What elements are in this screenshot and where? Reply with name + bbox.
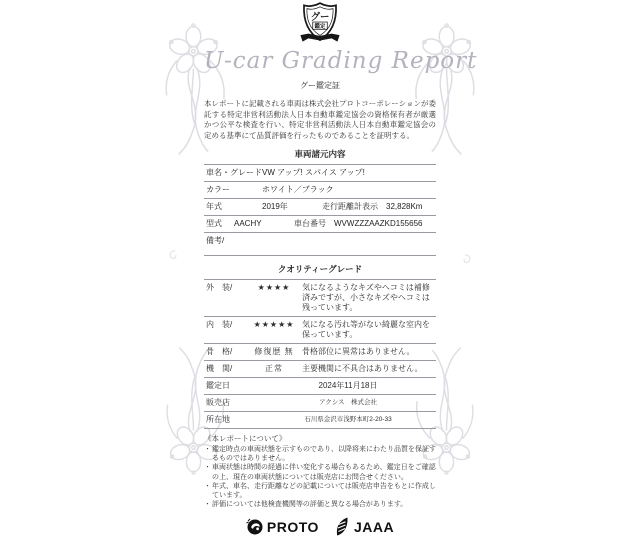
- frame-rating: 修復歴 無: [254, 347, 294, 356]
- table-row-inspection-date: [204, 377, 436, 394]
- spec-section-title: 車両諸元内容: [294, 149, 346, 159]
- car-name-label: 車名・グレード: [206, 168, 262, 177]
- report-subtitle: グー鑑定証: [300, 81, 340, 90]
- table-row-dealer: [204, 394, 436, 411]
- goo-kantei-crest-icon: [297, 1, 343, 46]
- engine-label: 機 関/: [206, 364, 233, 373]
- report-document: [204, 0, 478, 537]
- proto-logo: [246, 518, 319, 535]
- list-item: [204, 445, 436, 463]
- table-row-year-mileage: [204, 198, 436, 215]
- car-name-value: VW アップ! スパイス アップ!: [262, 168, 365, 177]
- table-row-engine: [204, 360, 436, 377]
- spec-table: [204, 164, 436, 256]
- proto-label: PROTO: [266, 518, 319, 535]
- color-value: ホワイト／ブラック: [262, 185, 334, 194]
- bullet: ・: [204, 482, 211, 490]
- color-label: カラー: [206, 185, 230, 194]
- chassis-value: WVWZZZAAZKD155656: [334, 219, 423, 228]
- table-row-color: [204, 181, 436, 198]
- engine-comment: 主要機関に不具合はありません。: [302, 364, 423, 373]
- engine-rating: 正常: [265, 364, 283, 373]
- model-label: 型式: [206, 219, 222, 228]
- chassis-label: 車台番号: [294, 219, 326, 228]
- table-row-exterior: [204, 279, 436, 316]
- year-value: 2019年: [262, 202, 288, 211]
- bullet: ・: [204, 464, 211, 472]
- grade-section-title: クオリティーグレード: [277, 264, 363, 274]
- list-item: [204, 500, 436, 509]
- report-title: U-car Grading Report: [204, 48, 478, 74]
- note-text: 年式、車名、走行距離などの記載については販売店申告をもとに作成しています。: [212, 482, 436, 500]
- mileage-label: 走行距離計表示: [322, 202, 378, 211]
- inspection-date-label: 鑑定日: [206, 381, 230, 390]
- mileage-value: 32,828Km: [386, 202, 423, 211]
- jaaa-icon: [335, 517, 350, 537]
- proto-icon: [246, 518, 263, 535]
- list-item: [204, 482, 436, 500]
- frame-comment: 骨格部位に異常はありません。: [302, 347, 415, 356]
- interior-rating: ★★★★★: [253, 320, 295, 329]
- exterior-rating: ★★★★: [257, 283, 291, 292]
- table-row-frame: [204, 343, 436, 360]
- model-value: AACHY: [234, 219, 262, 228]
- crest-badge-line1: グー: [310, 10, 330, 22]
- bullet: ・: [204, 445, 211, 453]
- curl-left-icon: [166, 248, 180, 262]
- list-item: [204, 463, 436, 481]
- location-label: 所在地: [206, 415, 230, 424]
- note-text: 評価については他検査機関等の評価と異なる場合があります。: [212, 501, 408, 509]
- disclaimer-notes: [204, 434, 436, 510]
- table-row-remarks: [204, 232, 436, 255]
- table-row-model-chassis: [204, 215, 436, 232]
- dealer-value: アクシス 株式会社: [318, 399, 378, 406]
- remarks-label: 備考/: [206, 236, 225, 245]
- exterior-comment: 気になるようなキズやヘコミは補修済みですが、小さなキズやヘコミは残っています。: [302, 283, 430, 312]
- frame-label: 骨 格/: [206, 347, 233, 356]
- table-row-interior: [204, 316, 436, 343]
- interior-comment: 気になる汚れ等がない綺麗な室内を保っています。: [302, 320, 430, 339]
- interior-label: 内 装/: [206, 320, 233, 329]
- grade-table: [204, 279, 436, 429]
- exterior-label: 外 装/: [206, 283, 233, 292]
- note-text: 車両状態は時間の経過に伴い変化する場合もあるため、鑑定日をご確認の上、現在の車両状態については販売店にお問合せください。: [212, 464, 436, 481]
- inspection-date-value: 2024年11月18日: [318, 381, 378, 390]
- note-text: 鑑定時点の車両状態を示すものであり、以降将来にわたり品質を保証するものではありません。: [212, 445, 436, 463]
- footer-logos: [204, 517, 436, 537]
- curl-right-icon: [460, 252, 474, 266]
- bullet: ・: [204, 501, 211, 509]
- table-row-car-name: [204, 164, 436, 181]
- location-value: 石川県金沢市浅野本町2-20-33: [304, 416, 392, 423]
- certification-statement: 本レポートに記載される車両は株式会社プロトコーポレーションが委託する特定非営利活動法人日本自動車鑑定協会の資格保有者が厳選かつ公平な検査を行い、特定非営利活動法人日本自動車鑑定協会の定める基準にて品質評価を行ったものであることを証明する。: [204, 99, 436, 140]
- year-label: 年式: [206, 202, 222, 211]
- jaaa-label: JAAA: [353, 518, 395, 535]
- table-row-location: [204, 411, 436, 428]
- dealer-label: 販売店: [206, 398, 230, 407]
- jaaa-logo: [335, 517, 394, 537]
- crest-badge-line2: 鑑定: [314, 23, 326, 30]
- notes-title: 《本レポートについて》: [204, 434, 287, 443]
